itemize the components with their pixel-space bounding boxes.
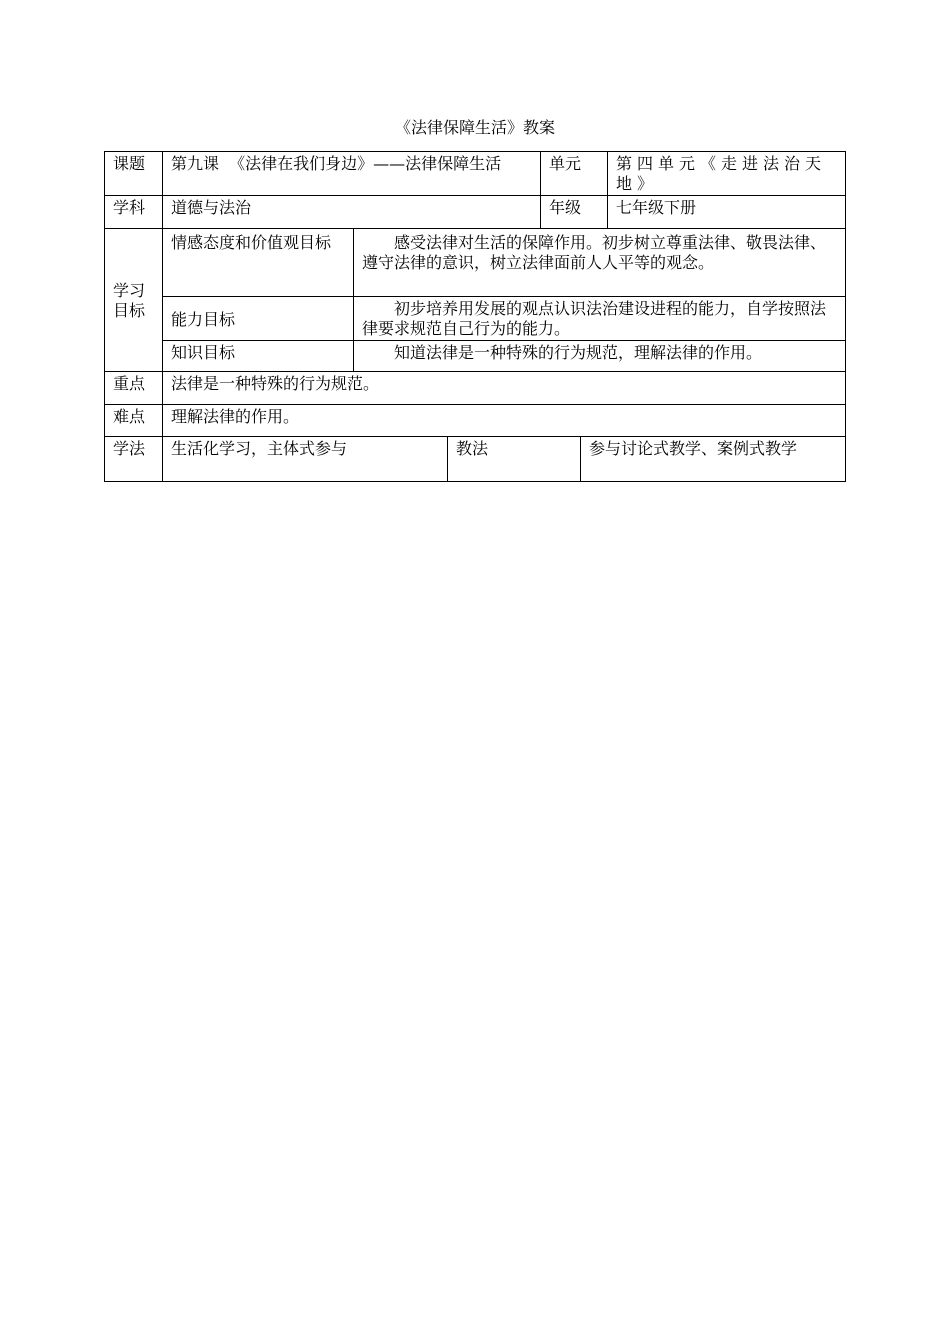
- unit-label: 单元: [549, 154, 582, 173]
- goals-label: [105, 229, 162, 371]
- subject-value: 道德与法治: [171, 198, 252, 217]
- goal-knowledge-label: 知识目标: [171, 343, 236, 362]
- table-border-bottom: [104, 481, 846, 482]
- difficulty-value: 理解法律的作用。: [171, 407, 300, 426]
- learning-method-value: 生活化学习，主体式参与: [171, 439, 348, 458]
- key-point-value: 法律是一种特殊的行为规范。: [171, 374, 380, 393]
- key-point-label: 重点: [113, 374, 146, 393]
- learning-method-label: 学法: [113, 439, 146, 458]
- goal-ability-text: 初步培养用发展的观点认识法治建设进程的能力，自学按照法律要求规范自己行为的能力。: [362, 299, 827, 338]
- grade-value: 七年级下册: [616, 198, 697, 217]
- page-title: 《法律保障生活》教案: [394, 118, 555, 137]
- goals-label-text: 学习目标: [113, 281, 146, 320]
- table-border-right: [845, 151, 846, 482]
- teaching-method-value: 参与讨论式教学、案例式教学: [589, 439, 798, 458]
- grade-label: 年级: [549, 198, 582, 217]
- goal-ability-label-text: 能力目标: [171, 309, 236, 329]
- goal-attitude-text: 感受法律对生活的保障作用。初步树立尊重法律、敬畏法律、遵守法律的意识，树立法律面前人人平等的观念。: [362, 233, 827, 272]
- subject-label: 学科: [113, 198, 146, 217]
- lesson-label: 课题: [113, 154, 146, 173]
- teaching-method-label: 教法: [456, 439, 489, 458]
- difficulty-label: 难点: [113, 407, 146, 426]
- lesson-value: 第九课 《法律在我们身边》——法律保障生活: [171, 154, 502, 173]
- goal-attitude-label: 情感态度和价值观目标: [171, 233, 332, 252]
- goal-ability-label: [163, 297, 353, 340]
- goal-knowledge-text: 知道法律是一种特殊的行为规范，理解法律的作用。: [394, 343, 763, 362]
- unit-value: 第四单元《走进法治天地》: [616, 154, 827, 193]
